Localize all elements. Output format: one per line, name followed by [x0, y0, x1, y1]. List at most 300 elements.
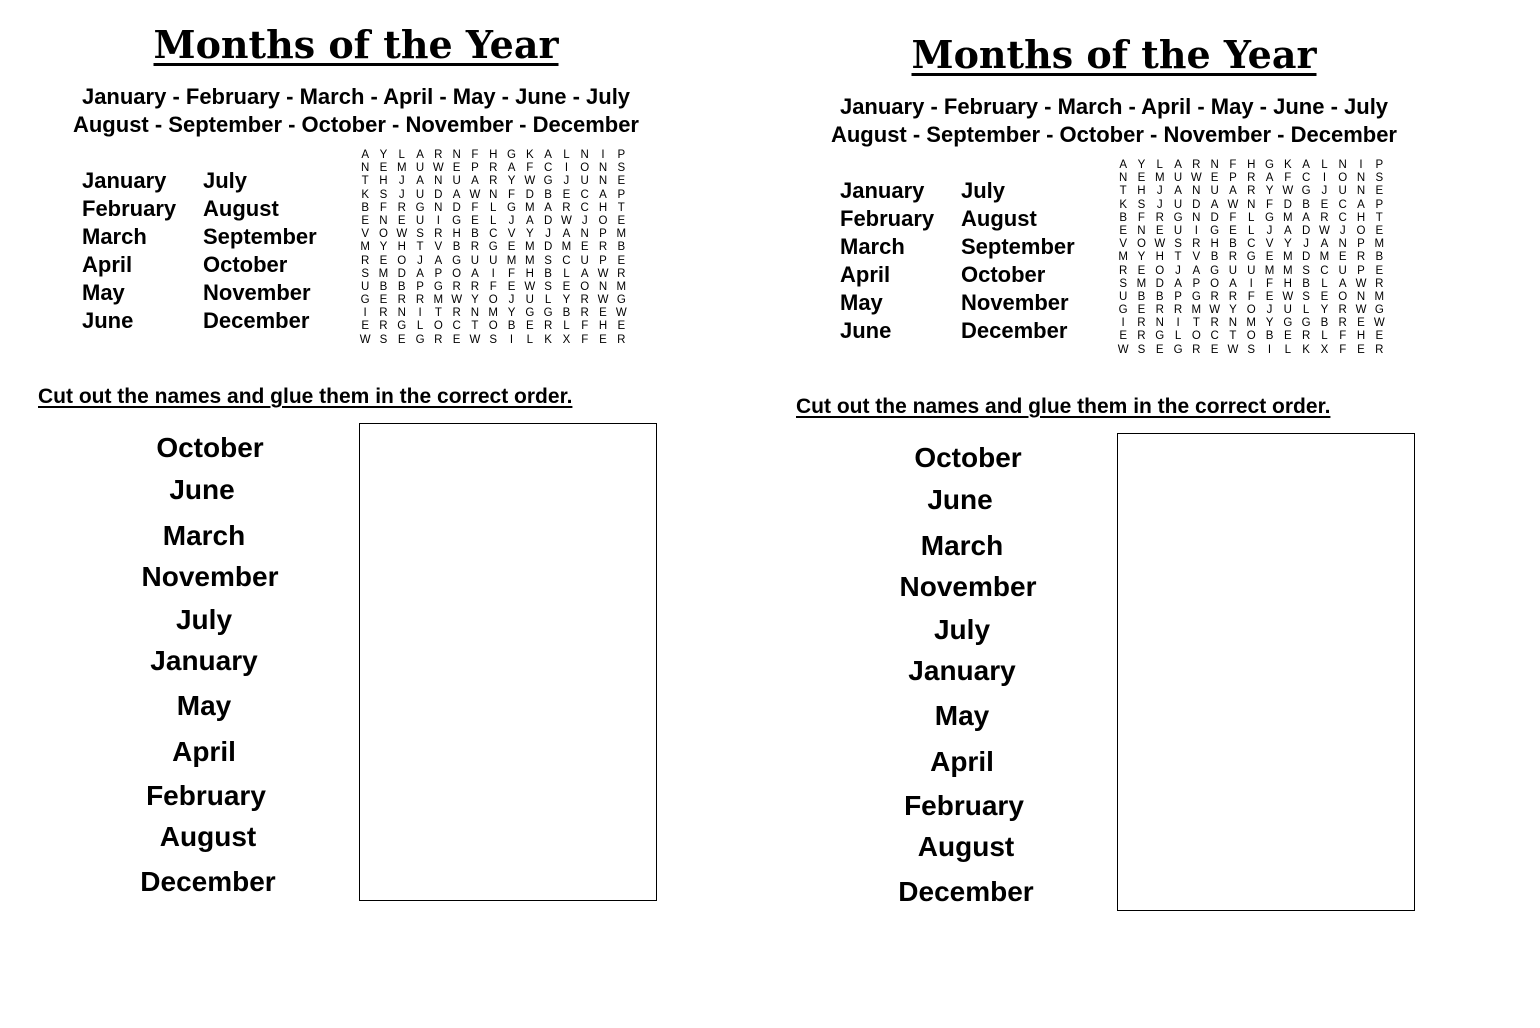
grid-letter: S — [416, 228, 424, 241]
grid-letter: C — [543, 162, 553, 175]
grid-letter: W — [1282, 185, 1294, 198]
grid-letter: E — [1155, 343, 1164, 356]
grid-letter: A — [1174, 277, 1182, 290]
grid-letter: T — [1375, 211, 1383, 224]
grid-letter: M — [1191, 304, 1202, 317]
grid-letter: E — [617, 320, 626, 333]
grid-letter: F — [1229, 159, 1237, 171]
grid-letter: I — [1121, 317, 1125, 330]
grid-letter: J — [1156, 198, 1163, 211]
instruction-text: Cut out the names and glue them in the correct order. — [38, 385, 573, 408]
grid-letter: A — [416, 149, 424, 161]
grid-letter: G — [360, 294, 370, 307]
grid-letter: N — [1338, 159, 1347, 171]
grid-letter: O — [452, 267, 462, 280]
grid-letter: R — [1228, 290, 1238, 303]
grid-letter: K — [544, 333, 552, 346]
grid-letter: N — [1356, 290, 1366, 303]
grid-letter: F — [1247, 290, 1255, 303]
grid-letter: E — [1375, 330, 1384, 343]
grid-letter: R — [1338, 317, 1347, 330]
grid-letter: B — [361, 201, 369, 214]
grid-letter: V — [507, 228, 516, 241]
grid-letter: T — [1192, 317, 1200, 330]
grid-letter: O — [1136, 238, 1146, 251]
grid-letter: E — [1357, 317, 1365, 330]
grid-letter: O — [1338, 290, 1348, 303]
grid-letter: T — [471, 320, 479, 333]
grid-letter: G — [1265, 159, 1274, 171]
word-search-grid — [356, 149, 630, 347]
grid-letter: U — [1118, 290, 1128, 303]
word-list-item: December — [203, 308, 310, 333]
grid-letter: W — [469, 333, 481, 346]
grid-letter: M — [1374, 238, 1385, 251]
grid-letter: R — [360, 254, 370, 267]
grid-letter: U — [580, 254, 589, 267]
grid-letter: F — [471, 149, 479, 161]
grid-letter: D — [397, 267, 406, 280]
grid-letter: M — [396, 162, 407, 175]
grid-letter: K — [1119, 198, 1127, 211]
grid-letter: B — [452, 241, 461, 254]
grid-letter: R — [543, 320, 553, 333]
grid-letter: I — [509, 333, 514, 346]
grid-letter: H — [1356, 330, 1366, 343]
grid-letter: O — [488, 320, 498, 333]
grid-letter: E — [452, 333, 461, 346]
grid-letter: T — [617, 201, 625, 214]
grid-letter: U — [1338, 264, 1347, 277]
grid-letter: G — [1210, 224, 1220, 237]
grid-letter: E — [397, 214, 406, 227]
grid-letter: W — [597, 267, 609, 280]
grid-letter: G — [1283, 317, 1293, 330]
grid-letter: D — [1283, 198, 1292, 211]
grid-letter: A — [1320, 238, 1329, 251]
grid-letter: I — [601, 149, 605, 161]
grid-letter: U — [1210, 185, 1219, 198]
grid-letter: M — [525, 241, 535, 254]
grid-letter: U — [1247, 264, 1256, 277]
cutout-name: November — [141, 561, 279, 592]
grid-letter: L — [1248, 224, 1255, 237]
grid-letter: N — [1210, 159, 1219, 171]
grid-letter: N — [360, 162, 370, 175]
grid-letter: W — [560, 214, 572, 227]
grid-letter: C — [1338, 198, 1347, 211]
grid-letter: E — [617, 175, 626, 188]
month-sequence-line-2: August - September - October - November - December — [830, 122, 1397, 147]
grid-letter: O — [488, 294, 498, 307]
grid-letter: E — [1119, 224, 1127, 237]
grid-letter: Y — [379, 241, 388, 254]
grid-letter: R — [580, 294, 589, 307]
cutout-name: October — [914, 442, 1022, 473]
grid-letter: A — [507, 162, 516, 175]
grid-letter: L — [1321, 330, 1328, 343]
grid-letter: H — [525, 267, 534, 280]
grid-letter: P — [1357, 238, 1365, 251]
grid-letter: T — [416, 241, 424, 254]
grid-letter: E — [525, 320, 534, 333]
grid-letter: M — [616, 228, 627, 241]
grid-letter: I — [436, 214, 440, 227]
grid-letter: P — [1174, 290, 1182, 303]
grid-letter: D — [1301, 251, 1311, 264]
grid-letter: U — [452, 175, 461, 188]
grid-letter: Y — [1283, 238, 1292, 251]
grid-letter: J — [1175, 264, 1181, 277]
grid-letter: L — [1321, 277, 1328, 290]
grid-letter: G — [1210, 264, 1220, 277]
grid-letter: W — [1373, 317, 1385, 330]
glue-box — [1117, 433, 1415, 911]
grid-letter: P — [1192, 277, 1201, 290]
grid-letter: O — [397, 254, 407, 267]
grid-letter: J — [508, 214, 515, 227]
grid-letter: H — [1247, 159, 1256, 171]
word-list-item: November — [203, 280, 311, 305]
grid-letter: O — [378, 228, 388, 241]
grid-letter: L — [544, 294, 552, 307]
grid-letter: Y — [1137, 251, 1146, 264]
grid-letter: R — [1247, 172, 1256, 185]
grid-letter: J — [1303, 238, 1309, 251]
grid-letter: W — [432, 162, 444, 175]
grid-letter: R — [1155, 304, 1164, 317]
grid-letter: Y — [525, 228, 534, 241]
word-list-item: May — [82, 280, 125, 305]
grid-letter: Y — [1229, 304, 1237, 317]
grid-letter: E — [1119, 330, 1127, 343]
grid-letter: U — [1338, 185, 1347, 198]
grid-letter: H — [489, 149, 498, 161]
grid-letter: R — [1192, 343, 1201, 356]
grid-letter: M — [378, 267, 389, 280]
grid-letter: S — [1247, 343, 1256, 356]
grid-letter: D — [434, 188, 443, 201]
grid-letter: W — [1190, 172, 1202, 185]
grid-letter: W — [524, 280, 536, 293]
grid-letter: I — [1267, 343, 1272, 356]
grid-letter: U — [470, 254, 480, 267]
grid-letter: D — [1192, 198, 1201, 211]
grid-letter: R — [1192, 238, 1201, 251]
grid-letter: M — [525, 201, 535, 214]
cutout-name: December — [140, 866, 276, 897]
word-list-item: August — [203, 196, 279, 221]
grid-letter: G — [415, 333, 425, 346]
grid-letter: N — [1356, 172, 1366, 185]
grid-letter: G — [452, 214, 462, 227]
grid-letter: N — [580, 149, 589, 161]
grid-letter: B — [562, 307, 571, 320]
cutout-name: November — [899, 571, 1037, 602]
grid-letter: P — [1357, 264, 1365, 277]
grid-letter: C — [1210, 330, 1219, 343]
grid-letter: N — [598, 162, 608, 175]
grid-letter: N — [379, 214, 388, 227]
grid-letter: U — [360, 280, 370, 293]
grid-letter: W — [1117, 343, 1129, 356]
grid-letter: J — [508, 294, 515, 307]
grid-letter: E — [1283, 330, 1292, 343]
grid-letter: R — [434, 333, 443, 346]
grid-letter: D — [1301, 224, 1311, 237]
grid-letter: B — [1302, 277, 1310, 290]
grid-letter: K — [361, 188, 369, 201]
grid-letter: W — [1227, 343, 1239, 356]
grid-letter: H — [397, 241, 406, 254]
grid-letter: G — [488, 241, 498, 254]
grid-letter: S — [1302, 290, 1310, 303]
grid-letter: E — [1210, 343, 1219, 356]
grid-letter: F — [581, 320, 589, 333]
grid-letter: M — [1154, 172, 1165, 185]
cutout-name: March — [162, 520, 246, 551]
grid-letter: M — [616, 280, 627, 293]
grid-letter: U — [415, 162, 425, 175]
grid-letter: B — [544, 267, 552, 280]
grid-letter: A — [471, 267, 479, 280]
grid-letter: R — [1228, 251, 1238, 264]
grid-letter: O — [1155, 264, 1165, 277]
grid-letter: C — [489, 228, 498, 241]
grid-letter: J — [563, 175, 570, 188]
grid-letter: U — [525, 294, 534, 307]
grid-letter: E — [580, 241, 589, 254]
grid-letter: F — [1229, 211, 1237, 224]
grid-letter: W — [1282, 290, 1294, 303]
grid-letter: O — [1356, 224, 1366, 237]
grid-letter: L — [1284, 343, 1292, 356]
grid-letter: S — [544, 254, 552, 267]
grid-letter: N — [452, 149, 461, 161]
grid-letter: R — [1137, 330, 1146, 343]
grid-letter: B — [507, 320, 516, 333]
grid-letter: M — [506, 254, 517, 267]
grid-letter: I — [1194, 224, 1198, 237]
month-sequence-line-1: January - February - March - April - May - June - July — [81, 84, 631, 109]
word-list-item: March — [840, 234, 905, 259]
grid-letter: M — [1283, 264, 1293, 277]
grid-letter: E — [562, 280, 571, 293]
grid-letter: R — [617, 333, 626, 346]
grid-letter: A — [1357, 198, 1365, 211]
grid-letter: C — [562, 254, 571, 267]
grid-letter: W — [1355, 304, 1367, 317]
grid-letter: E — [1137, 264, 1146, 277]
grid-letter: R — [580, 307, 589, 320]
cutout-name: January — [150, 645, 258, 676]
word-list-item: February — [82, 196, 177, 221]
grid-letter: A — [452, 188, 461, 201]
grid-letter: R — [489, 162, 498, 175]
grid-letter: G — [525, 307, 535, 320]
grid-letter: I — [491, 267, 495, 280]
grid-letter: Y — [562, 294, 571, 307]
grid-letter: E — [379, 254, 388, 267]
grid-letter: D — [452, 201, 461, 214]
cutout-name: April — [930, 746, 994, 777]
grid-letter: P — [471, 162, 479, 175]
grid-letter: I — [1322, 172, 1327, 185]
grid-letter: U — [1228, 264, 1238, 277]
grid-letter: B — [1375, 251, 1384, 264]
grid-letter: A — [599, 188, 607, 201]
grid-letter: V — [1192, 251, 1201, 264]
worksheet-title: Months of the Year — [153, 22, 559, 67]
grid-letter: L — [1248, 211, 1255, 224]
grid-letter: O — [433, 320, 443, 333]
grid-letter: A — [416, 267, 424, 280]
word-list-item: December — [961, 318, 1068, 343]
grid-letter: R — [1155, 211, 1164, 224]
grid-letter: A — [544, 201, 552, 214]
grid-letter: F — [471, 201, 479, 214]
grid-letter: U — [489, 254, 498, 267]
grid-letter: N — [1192, 185, 1201, 198]
grid-letter: S — [1137, 343, 1146, 356]
cutout-name: December — [898, 876, 1034, 907]
grid-letter: P — [1229, 172, 1237, 185]
grid-letter: A — [562, 228, 571, 241]
grid-letter: U — [1173, 224, 1183, 237]
grid-letter: E — [1265, 251, 1274, 264]
grid-letter: E — [1210, 172, 1219, 185]
grid-letter: Y — [379, 149, 388, 161]
grid-letter: F — [581, 333, 589, 346]
grid-letter: D — [543, 214, 553, 227]
grid-letter: C — [1320, 264, 1329, 277]
grid-letter: N — [598, 175, 608, 188]
grid-letter: L — [490, 201, 497, 214]
grid-letter: V — [1265, 238, 1274, 251]
grid-letter: E — [361, 320, 369, 333]
grid-letter: E — [617, 214, 626, 227]
cutout-name: May — [934, 700, 990, 731]
grid-letter: M — [1283, 251, 1293, 264]
grid-letter: P — [434, 267, 443, 280]
grid-letter: G — [1173, 211, 1183, 224]
grid-letter: E — [1137, 172, 1146, 185]
grid-letter: M — [433, 294, 444, 307]
grid-letter: O — [1191, 330, 1201, 343]
grid-letter: N — [1338, 238, 1347, 251]
grid-letter: N — [489, 188, 498, 201]
grid-letter: U — [1173, 172, 1183, 185]
grid-letter: U — [1283, 304, 1292, 317]
cutout-name-list — [80, 0, 340, 900]
grid-letter: R — [1247, 185, 1256, 198]
grid-letter: N — [1356, 185, 1366, 198]
word-list-item: January — [840, 178, 925, 203]
grid-letter: I — [1176, 317, 1180, 330]
grid-letter: H — [1356, 211, 1366, 224]
grid-letter: N — [598, 280, 608, 293]
word-list-item: April — [82, 252, 133, 277]
grid-letter: G — [1301, 317, 1311, 330]
grid-letter: T — [1119, 185, 1127, 198]
grid-letter: O — [598, 214, 608, 227]
word-list-item: March — [82, 224, 147, 249]
grid-letter: J — [581, 214, 588, 227]
cutout-name-list — [838, 10, 1098, 910]
grid-letter: E — [361, 214, 369, 227]
grid-letter: D — [1210, 211, 1219, 224]
grid-letter: S — [617, 162, 626, 175]
grid-letter: W — [396, 228, 408, 241]
grid-letter: N — [1155, 317, 1164, 330]
grid-letter: P — [416, 280, 424, 293]
grid-letter: S — [1137, 198, 1146, 211]
grid-letter: A — [1174, 159, 1182, 171]
grid-letter: E — [599, 333, 607, 346]
grid-letter: G — [1265, 211, 1274, 224]
grid-letter: G — [616, 294, 626, 307]
grid-letter: Y — [1137, 159, 1146, 171]
grid-letter: R — [1356, 251, 1366, 264]
grid-letter: F — [508, 188, 516, 201]
cutout-name: August — [159, 821, 257, 852]
grid-letter: J — [398, 188, 405, 201]
grid-letter: P — [599, 254, 607, 267]
grid-letter: S — [1119, 277, 1127, 290]
grid-letter: W — [615, 307, 627, 320]
grid-letter: R — [1137, 317, 1146, 330]
grid-letter: G — [1173, 343, 1183, 356]
grid-letter: F — [1339, 343, 1347, 356]
grid-letter: R — [1320, 211, 1329, 224]
grid-letter: E — [562, 188, 571, 201]
grid-letter: G — [1118, 304, 1128, 317]
grid-letter: W — [1154, 238, 1166, 251]
grid-letter: S — [379, 333, 388, 346]
grid-letter: F — [1137, 211, 1145, 224]
grid-letter: O — [1246, 304, 1256, 317]
grid-letter: S — [544, 280, 552, 293]
grid-letter: S — [361, 267, 369, 280]
grid-letter: M — [360, 241, 370, 254]
grid-letter: H — [452, 228, 461, 241]
cutout-name: March — [920, 530, 1004, 561]
grid-letter: D — [1155, 277, 1164, 290]
grid-letter: M — [1246, 317, 1257, 330]
grid-letter: R — [397, 294, 406, 307]
grid-letter: R — [397, 201, 406, 214]
word-list-item: July — [961, 178, 1006, 203]
grid-letter: W — [1355, 277, 1367, 290]
grid-letter: B — [1302, 198, 1310, 211]
grid-letter: A — [544, 149, 552, 161]
grid-letter: U — [1173, 198, 1183, 211]
grid-letter: C — [1247, 238, 1256, 251]
grid-letter: I — [1249, 277, 1253, 290]
worksheet-right — [758, 10, 1458, 910]
grid-letter: E — [599, 307, 607, 320]
grid-letter: A — [1302, 159, 1310, 171]
grid-letter: W — [451, 294, 463, 307]
grid-letter: S — [1174, 238, 1182, 251]
grid-letter: H — [598, 320, 608, 333]
grid-letter: W — [1209, 304, 1221, 317]
grid-letter: S — [489, 333, 498, 346]
grid-letter: B — [1119, 211, 1127, 224]
grid-letter: O — [580, 280, 590, 293]
grid-letter: V — [434, 241, 443, 254]
grid-letter: A — [1229, 277, 1237, 290]
